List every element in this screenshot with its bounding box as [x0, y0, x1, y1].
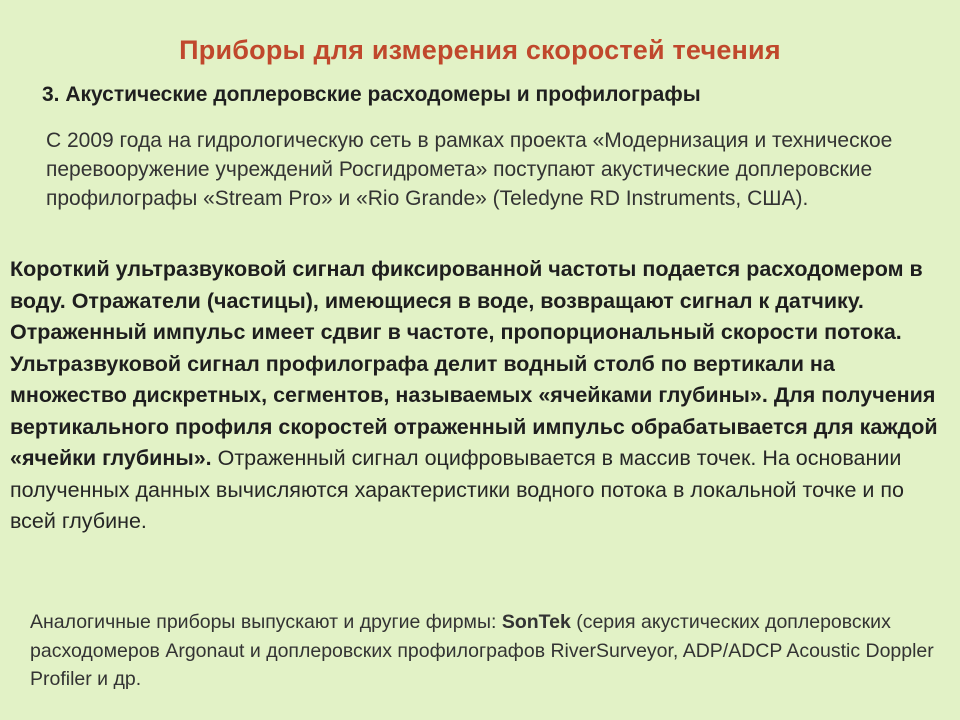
footer-brand: SonTek — [501, 611, 571, 633]
section-heading: 3. Акустические доплеровские расходомеры и профилографы — [42, 83, 701, 106]
footer-paragraph — [30, 608, 940, 694]
footer-rest: (серия акустических доплеровских расходомеров Argonaut и доплеровских профилографов RiverSurveyor, ADP/ADCP Acoustic Doppler Profiler и др. — [30, 611, 934, 690]
main-paragraph-regular: Отраженный сигнал оцифровывается в массив точек. На основании полученных данных вычисляются характеристики водного потока в локальной точке и по всей глубине. — [10, 446, 904, 533]
footer-prefix: Аналогичные приборы выпускают и другие фирмы: — [30, 611, 502, 633]
intro-paragraph: С 2009 года на гидрологическую сеть в рамках проекта «Модернизация и техническое перевооружение учреждений Росгидромета» поступают акустические доплеровские профилографы «Stream Pro» и «Rio Grande» (Teledyne RD Instruments, США). — [46, 129, 893, 210]
main-paragraph-bold: Короткий ультразвуковой сигнал фиксированной частоты подается расходомером в воду. Отражатели (частицы), имеющиеся в воде, возвращают сигнал к датчику. Отраженный импульс имеет сдвиг в частоте, пропорциональный скорости потока. Ультразвуковой сигнал профилографа делит водный столб по вертикали на множество дискретных, сегментов, называемых «ячейками глубины». Для получения вертикального профиля скоростей отраженный импульс обрабатывается для каждой «ячейки глубины». — [10, 257, 938, 470]
main-paragraph — [10, 254, 950, 538]
slide-title: Приборы для измерения скоростей течения — [179, 35, 781, 65]
